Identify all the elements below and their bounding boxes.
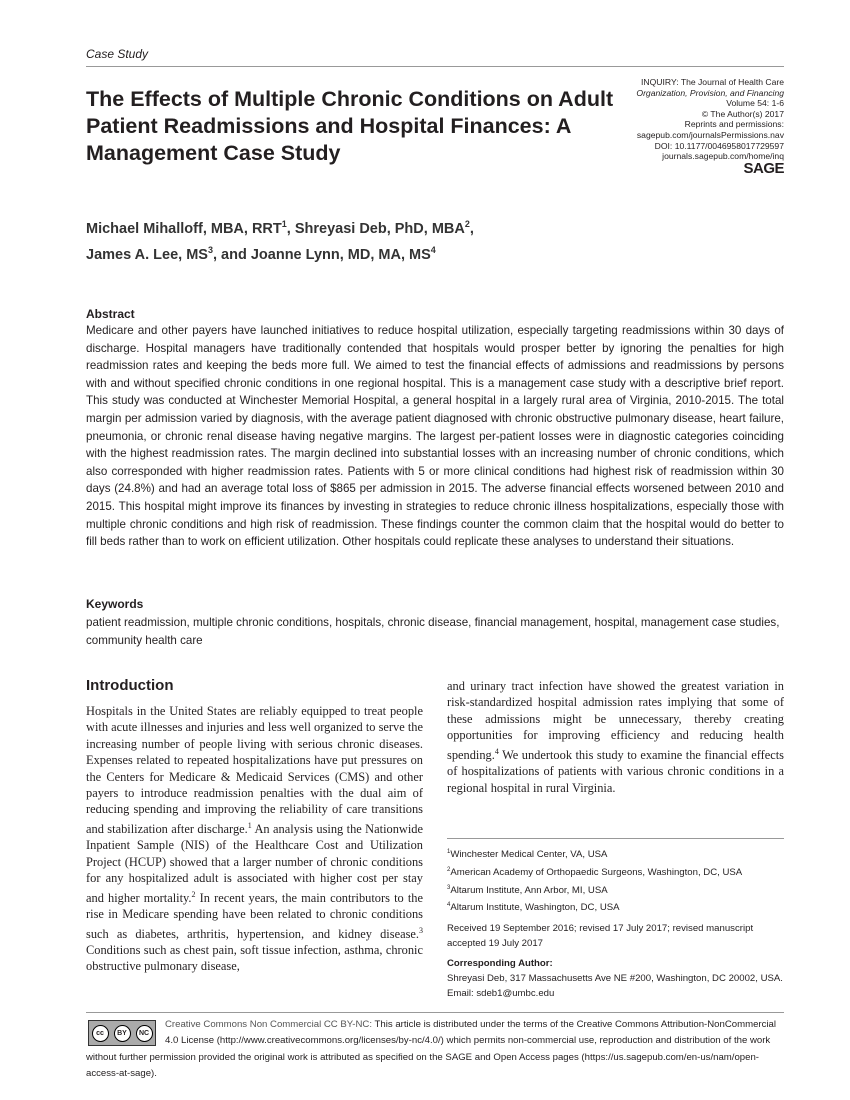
sage-logo: SAGE [743,159,784,177]
license-body: This article is distributed under the terms of the Creative Commons Attribution-NonCommercial 4.0 License (http://www.creativecommons.org/licenses/by-nc/4.0/) which permits non-commercial use, reproduction and distribution of the work without further permission provided the original work is attributed as specified on the SAGE and Open Access pages (https://us.sagepub.com/en-us/nam/open-access-at-sage). [86,1019,777,1080]
citation-ref: 1 [247,820,252,830]
keywords-heading: Keywords [86,597,144,611]
journal-meta [564,77,784,177]
journal-meta-line: © The Author(s) 2017 [701,108,784,119]
keywords-text: patient readmission, multiple chronic conditions, hospitals, chronic disease, financial management, hospital, management case studies, community health care [86,616,780,647]
body-text: Conditions such as chest pain, soft tissue infection, asthma, chronic obstructive pulmonary disease, [86,943,423,974]
author-name: James A. Lee, MS [86,246,208,263]
section-label: Case Study [86,47,149,61]
license-text [86,1017,786,1083]
header-rule [86,66,784,67]
body-text: and urinary tract infection have showed the greatest variation in risk-standardized hospital admission rates implying that some of these admissions might be unnecessary, thereby creating opportunities for improving efficiency and reducing health spending. [447,679,784,762]
author-separator: , and [212,246,251,263]
received-dates: Received 19 September 2016; revised 17 July 2017; revised manuscript accepted 19 July 2017 [447,923,754,949]
corresponding-address: Shreyasi Deb, 317 Massachusetts Ave NE #200, Washington, DC 20002, USA. [447,972,783,984]
author-affiliation-mark: 2 [464,219,470,229]
body-text: We undertook this study to examine the financial effects of hospitalizations of patients with various chronic conditions in a regional hospital in rural Virginia. [447,747,784,795]
article-title: The Effects of Multiple Chronic Conditions on Adult Patient Readmissions and Hospital Finances: A Management Case Study [86,87,614,165]
body-text: Hospitals in the United States are reliably equipped to treat people with acute illnesses and injuries and less well organized to serve the increasing number of people living with serious chronic diseases. Expenses related to repeated hospitalizations have put pressures on the Centers for Medicare & Medicaid Services (CMS) and other payers to introduce readmission penalties with the dual aim of reducing spending and improving the reliability of care transitions and stabilization after discharge. [86,704,423,836]
affiliation-mark: 4 [447,902,451,909]
affiliation-text: American Academy of Orthopaedic Surgeons, Washington, DC, USA [450,866,743,878]
body-text: In recent years, the main contributors to the rise in Medicare spending have been related to chronic conditions such as diabetes, arthritis, hypertension, and kidney disease. [86,890,423,941]
citation-ref: 4 [494,746,499,756]
introduction-heading: Introduction [86,677,174,694]
journal-meta-line: Organization, Provision, and Financing [636,87,784,98]
author-name: Joanne Lynn, MD, MA, MS [250,246,431,263]
author-separator: , [469,220,474,237]
footnote-rule [447,838,784,839]
affiliation-mark: 1 [447,849,451,855]
journal-meta-line: Reprints and permissions: [684,119,784,130]
journal-meta-line: INQUIRY: The Journal of Health Care [641,77,784,87]
affiliation-mark: 3 [447,884,451,891]
author-name: Michael Mihalloff, MBA, RRT [86,220,282,237]
author-affiliation-mark: 4 [430,244,436,255]
author-affiliation-mark: 3 [207,244,213,255]
cc-by-nc-badge-icon: cc BY NC [88,1020,156,1046]
corresponding-heading: Corresponding Author: [447,958,553,970]
license-rule [86,1012,784,1013]
affiliation-text: Altarum Institute, Washington, DC, USA [450,902,620,914]
journal-meta-line: sagepub.com/journalsPermissions.nav [636,129,784,140]
corresponding-email[interactable]: Email: sdeb1@umbc.edu [447,987,555,999]
affiliation-mark: 2 [447,866,451,873]
author-list [86,214,646,266]
journal-meta-line: journals.sagepub.com/home/inq [662,151,784,162]
author-separator: , [286,220,295,237]
affiliations [447,845,787,916]
citation-ref: 2 [191,889,196,899]
license-lead: Creative Commons Non Commercial CC BY-NC: [165,1019,373,1030]
author-name: Shreyasi Deb, PhD, MBA [294,220,465,237]
author-affiliation-mark: 1 [281,219,287,229]
affiliation-text: Altarum Institute, Ann Arbor, MI, USA [450,884,608,896]
affiliation-text: Winchester Medical Center, VA, USA [450,849,608,861]
citation-ref: 3 [419,925,423,935]
introduction-right-column [447,678,784,796]
abstract-text: Medicare and other payers have launched initiatives to reduce hospital utilization, especially targeting readmissions within 30 days of discharge. Hospital managers have traditionally contended that hospitals would prosper better by ignoring the penalties for high readmission rates and keeping the beds more full. We aimed to test the financial effects of admissions and readmissions by persons with and without specified chronic conditions in one regional hospital. This is a management case study with a descriptive brief report. This study was conducted at Winchester Memorial Hospital, a general hospital in a largely rural area of Virginia, 2010-2015. The total margin per admission varied by diagnosis, with the average patient diagnosed with chronic obstructive pulmonary disease, heart failure, pneumonia, or chronic renal disease having negative margins. The largest per-patient losses were in diagnostic categories coinciding with the highest readmission rates. The margin declined into substantial losses with an increasing number of chronic conditions, which also corresponded with higher readmission rates. Patients with 5 or more clinical conditions had highest risk of readmission within 30 days (24.8%) and had an average total loss of $865 per admission in 2015. The adverse financial effects worsened between 2010 and 2015. This hospital might improve its finances by investing in strategies to reduce chronic illness hospitalizations, especially those with multiple chronic conditions and high risk of readmission. These findings counter the common claim that the hospital would do better to fill beds rather than to work on efficient utilization. Other hospitals could replicate these analyses to understand their situations. [86,324,784,549]
introduction-left-column [86,703,423,975]
abstract-heading: Abstract [86,307,135,321]
footnotes [447,845,787,1001]
journal-meta-line: DOI: 10.1177/0046958017729597 [654,140,784,151]
body-text: An analysis using the Nationwide Inpatient Sample (NIS) of the Healthcare Cost and Utilization Project (HCUP) showed that a larger number of chronic conditions for any hospitalized adult is associated with higher cost per stay and higher mortality. [86,821,423,905]
journal-meta-line: Volume 54: 1-6 [726,98,784,109]
